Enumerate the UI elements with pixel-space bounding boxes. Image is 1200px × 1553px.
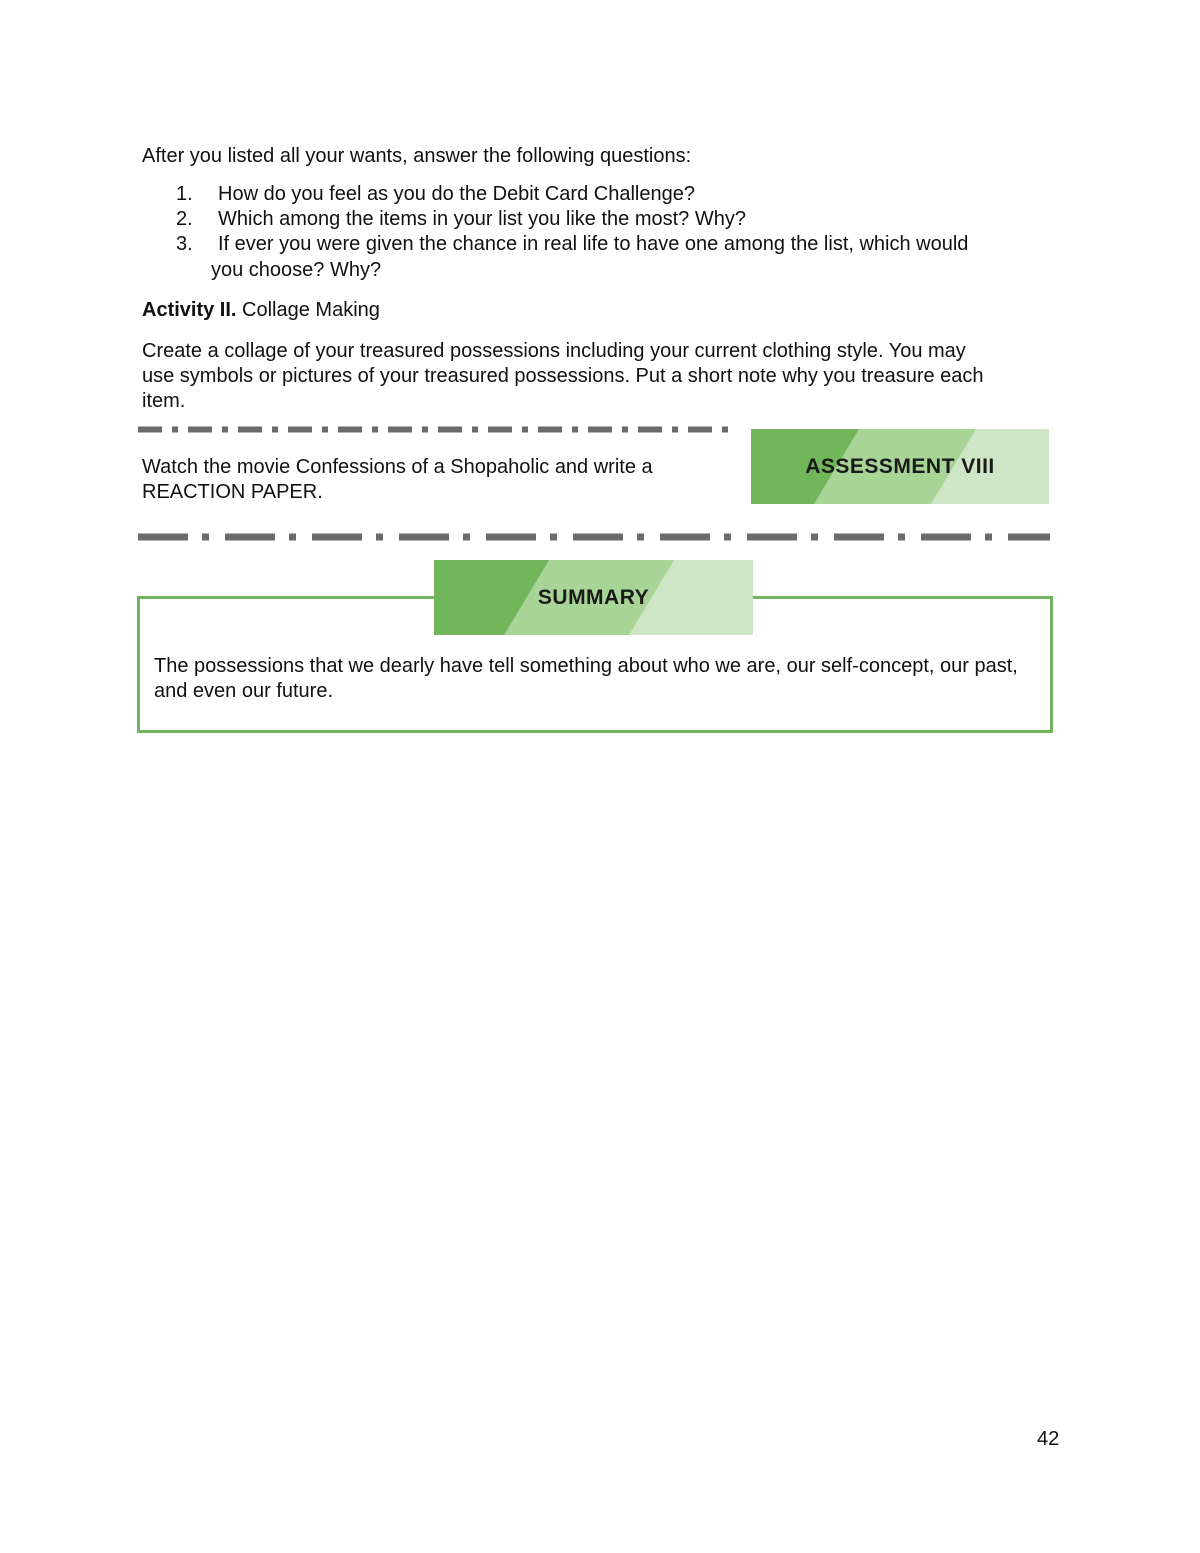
activity-title: Collage Making — [242, 299, 380, 321]
assessment-banner — [751, 429, 1049, 504]
list-item-continuation: you choose? Why? — [211, 259, 382, 281]
page-number: 42 — [1037, 1428, 1060, 1450]
summary-banner — [434, 560, 753, 635]
activity-label: Activity II. — [142, 299, 237, 321]
assessment-line: REACTION PAPER. — [142, 481, 323, 503]
activity-body — [142, 339, 984, 414]
activity-line: item. — [142, 390, 186, 412]
activity-line: Create a collage of your treasured possessions including your current clothing style. You may — [142, 340, 966, 362]
assessment-text — [142, 455, 653, 505]
summary-banner-title: SUMMARY — [537, 585, 650, 609]
summary-text: The possessions that we dearly have tell something about who we are, our self-concept, our past, and even our future. — [154, 655, 1018, 702]
assessment-line: Watch the movie Confessions of a Shopaholic and write a — [142, 456, 653, 478]
activity-heading — [142, 298, 380, 323]
section-divider — [138, 533, 1050, 541]
intro-text: After you listed all your wants, answer the following questions: — [142, 145, 692, 167]
activity-line: use symbols or pictures of your treasured possessions. Put a short note why you treasure each — [142, 365, 984, 387]
assessment-banner-title: ASSESSMENT VIII — [805, 454, 995, 478]
section-divider — [138, 426, 728, 433]
